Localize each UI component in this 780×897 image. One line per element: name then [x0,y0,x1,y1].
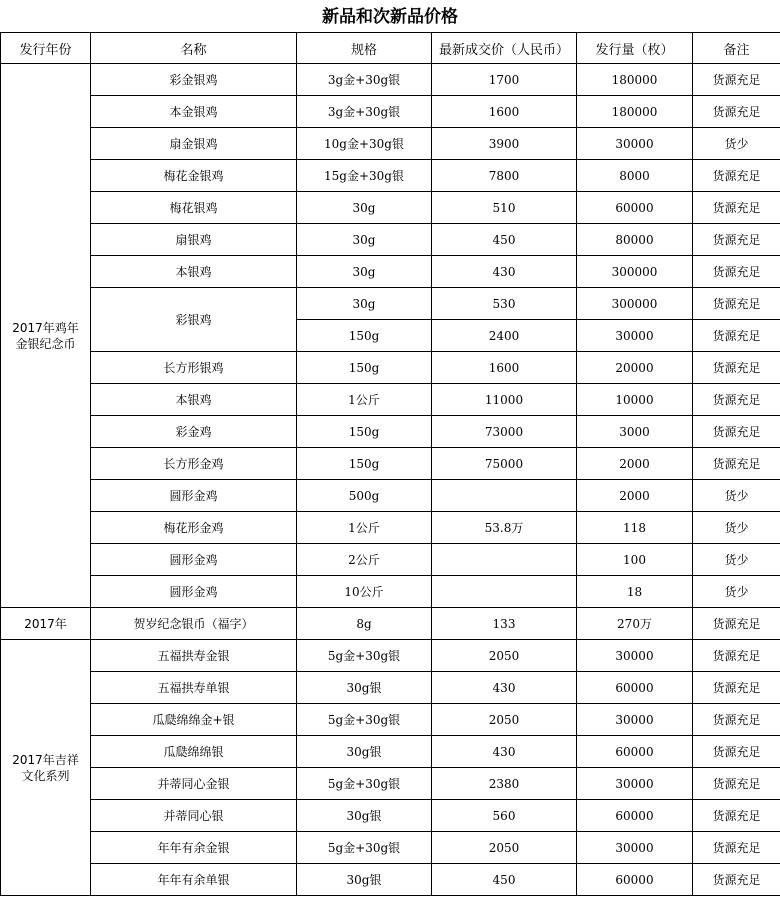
cell-price: 430 [432,736,577,768]
cell-note: 货源充足 [693,192,780,224]
cell-quantity: 30000 [577,704,693,736]
cell-note: 货少 [693,128,780,160]
cell-quantity: 60000 [577,192,693,224]
cell-name: 五福拱寿金银 [91,640,297,672]
cell-name: 瓜瓞绵绵银 [91,736,297,768]
cell-spec: 30g [297,256,432,288]
cell-spec: 5g金+30g银 [297,768,432,800]
cell-quantity: 60000 [577,672,693,704]
cell-spec: 150g [297,352,432,384]
cell-price: 2050 [432,832,577,864]
header-spec: 规格 [297,33,432,64]
cell-note: 货源充足 [693,768,780,800]
cell-quantity: 20000 [577,352,693,384]
cell-note: 货源充足 [693,608,780,640]
cell-spec: 5g金+30g银 [297,832,432,864]
cell-name: 扇金银鸡 [91,128,297,160]
cell-price: 2050 [432,640,577,672]
cell-spec: 5g金+30g银 [297,704,432,736]
cell-note: 货源充足 [693,672,780,704]
cell-name: 长方形金鸡 [91,448,297,480]
price-table [0,32,780,896]
cell-note: 货源充足 [693,448,780,480]
cell-note: 货源充足 [693,416,780,448]
cell-price [432,480,577,512]
cell-note: 货源充足 [693,256,780,288]
cell-note: 货源充足 [693,64,780,96]
cell-price: 2050 [432,704,577,736]
table-row [1,256,780,288]
cell-name: 本银鸡 [91,256,297,288]
cell-name: 梅花形金鸡 [91,512,297,544]
table-row [1,864,780,896]
cell-quantity: 8000 [577,160,693,192]
table-row [1,640,780,672]
table-body [1,64,780,896]
cell-spec: 10公斤 [297,576,432,608]
cell-quantity: 30000 [577,832,693,864]
table-row [1,480,780,512]
cell-name: 瓜瓞绵绵金+银 [91,704,297,736]
cell-spec: 3g金+30g银 [297,64,432,96]
cell-note: 货少 [693,480,780,512]
cell-year: 2017年吉祥 文化系列 [1,640,91,896]
cell-price: 2400 [432,320,577,352]
cell-note: 货源充足 [693,96,780,128]
cell-spec: 30g银 [297,736,432,768]
table-row [1,192,780,224]
cell-note: 货源充足 [693,384,780,416]
cell-note: 货源充足 [693,288,780,320]
cell-price: 1700 [432,64,577,96]
cell-spec: 150g [297,320,432,352]
cell-spec: 1公斤 [297,512,432,544]
cell-spec: 30g银 [297,672,432,704]
cell-quantity: 3000 [577,416,693,448]
cell-price: 430 [432,672,577,704]
cell-note: 货源充足 [693,736,780,768]
cell-price: 450 [432,224,577,256]
cell-note: 货少 [693,544,780,576]
cell-spec: 30g [297,288,432,320]
cell-note: 货源充足 [693,832,780,864]
cell-spec: 30g [297,192,432,224]
cell-name: 五福拱寿单银 [91,672,297,704]
table-row [1,512,780,544]
table-row [1,352,780,384]
cell-name: 圆形金鸡 [91,480,297,512]
cell-note: 货少 [693,576,780,608]
cell-name: 彩银鸡 [91,288,297,352]
cell-price: 2380 [432,768,577,800]
header-note: 备注 [693,33,780,64]
cell-quantity: 180000 [577,96,693,128]
cell-name: 圆形金鸡 [91,544,297,576]
cell-name: 圆形金鸡 [91,576,297,608]
cell-quantity: 10000 [577,384,693,416]
cell-name: 并蒂同心银 [91,800,297,832]
cell-price: 7800 [432,160,577,192]
cell-price: 73000 [432,416,577,448]
cell-spec: 500g [297,480,432,512]
header-year: 发行年份 [1,33,91,64]
cell-name: 年年有余单银 [91,864,297,896]
cell-price: 11000 [432,384,577,416]
table-row [1,224,780,256]
cell-note: 货源充足 [693,640,780,672]
cell-spec: 10g金+30g银 [297,128,432,160]
cell-year: 2017年 [1,608,91,640]
cell-price [432,576,577,608]
cell-price: 510 [432,192,577,224]
cell-quantity: 100 [577,544,693,576]
cell-price: 3900 [432,128,577,160]
table-row [1,384,780,416]
cell-quantity: 80000 [577,224,693,256]
table-row [1,96,780,128]
cell-spec: 2公斤 [297,544,432,576]
cell-quantity: 180000 [577,64,693,96]
cell-note: 货源充足 [693,224,780,256]
cell-spec: 30g银 [297,800,432,832]
cell-note: 货源充足 [693,352,780,384]
cell-price: 53.8万 [432,512,577,544]
cell-name: 本银鸡 [91,384,297,416]
cell-name: 彩金鸡 [91,416,297,448]
cell-note: 货源充足 [693,320,780,352]
cell-price: 450 [432,864,577,896]
header-row [1,33,780,64]
page-title: 新品和次新品价格 [322,7,458,27]
header-price: 最新成交价（人民币） [432,33,577,64]
cell-spec: 15g金+30g银 [297,160,432,192]
cell-spec: 30g银 [297,864,432,896]
cell-year: 2017年鸡年 金银纪念币 [1,64,91,608]
cell-name: 扇银鸡 [91,224,297,256]
table-row [1,800,780,832]
cell-price: 75000 [432,448,577,480]
cell-quantity: 118 [577,512,693,544]
table-row [1,64,780,96]
cell-name: 梅花金银鸡 [91,160,297,192]
cell-price: 430 [432,256,577,288]
cell-spec: 3g金+30g银 [297,96,432,128]
cell-note: 货源充足 [693,704,780,736]
cell-name: 梅花银鸡 [91,192,297,224]
cell-name: 年年有余金银 [91,832,297,864]
table-row [1,160,780,192]
cell-note: 货源充足 [693,800,780,832]
table-row [1,128,780,160]
cell-quantity: 2000 [577,448,693,480]
cell-quantity: 2000 [577,480,693,512]
cell-note: 货源充足 [693,160,780,192]
table-row [1,704,780,736]
cell-price: 1600 [432,96,577,128]
cell-note: 货源充足 [693,864,780,896]
cell-price: 133 [432,608,577,640]
cell-quantity: 18 [577,576,693,608]
cell-spec: 1公斤 [297,384,432,416]
header-quantity: 发行量（枚） [577,33,693,64]
cell-quantity: 60000 [577,800,693,832]
cell-spec: 150g [297,416,432,448]
table-row [1,672,780,704]
cell-price: 1600 [432,352,577,384]
table-row [1,608,780,640]
cell-price: 530 [432,288,577,320]
cell-name: 长方形银鸡 [91,352,297,384]
table-row [1,736,780,768]
cell-quantity: 30000 [577,128,693,160]
cell-quantity: 30000 [577,768,693,800]
cell-quantity: 30000 [577,640,693,672]
table-row [1,544,780,576]
table-row [1,416,780,448]
table-row [1,832,780,864]
table-row [1,448,780,480]
cell-quantity: 300000 [577,288,693,320]
cell-price: 560 [432,800,577,832]
cell-spec: 5g金+30g银 [297,640,432,672]
cell-quantity: 300000 [577,256,693,288]
cell-name: 彩金银鸡 [91,64,297,96]
table-row [1,288,780,320]
cell-quantity: 30000 [577,320,693,352]
cell-note: 货少 [693,512,780,544]
table-row [1,576,780,608]
cell-name: 并蒂同心金银 [91,768,297,800]
cell-name: 贺岁纪念银币（福字） [91,608,297,640]
cell-quantity: 270万 [577,608,693,640]
cell-spec: 150g [297,448,432,480]
cell-quantity: 60000 [577,864,693,896]
header-name: 名称 [91,33,297,64]
cell-quantity: 60000 [577,736,693,768]
cell-name: 本金银鸡 [91,96,297,128]
cell-spec: 30g [297,224,432,256]
cell-price [432,544,577,576]
cell-spec: 8g [297,608,432,640]
table-row [1,768,780,800]
